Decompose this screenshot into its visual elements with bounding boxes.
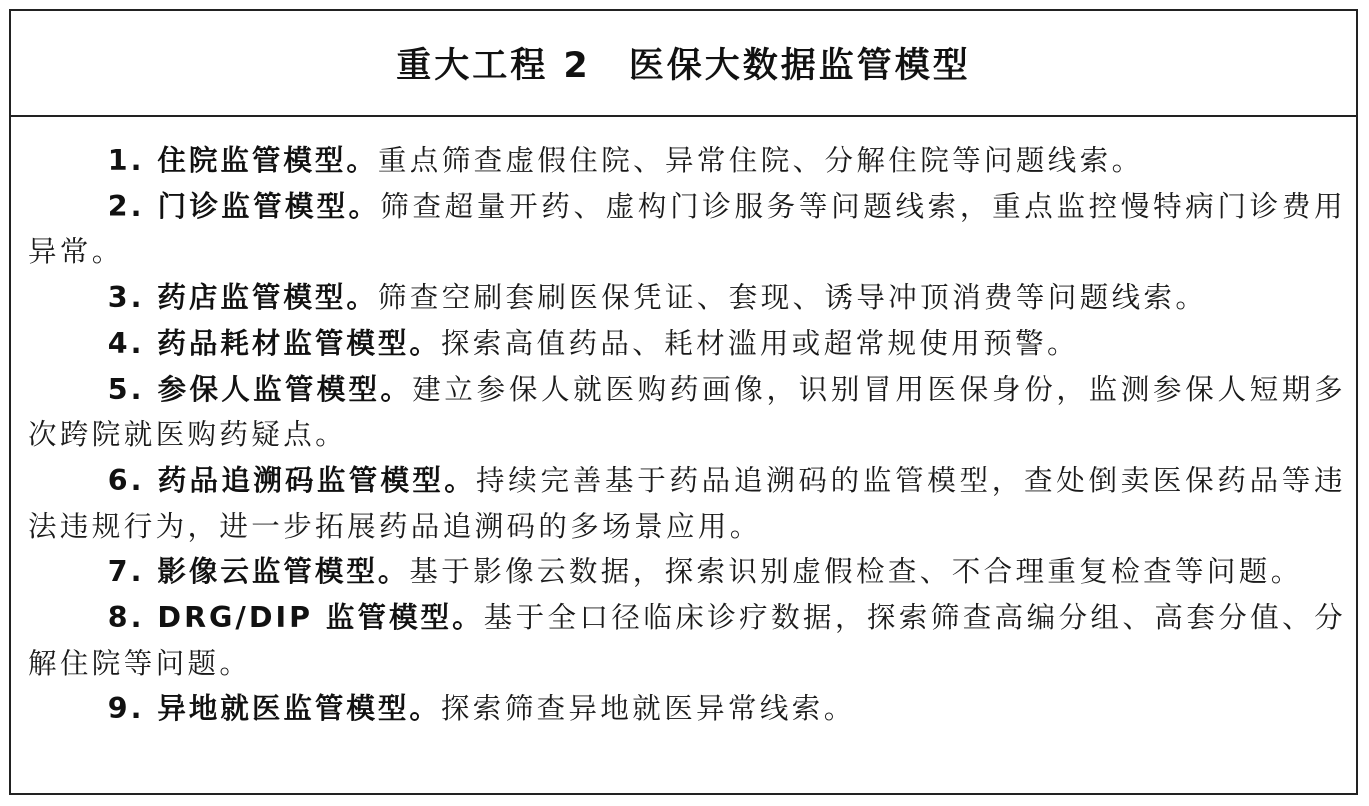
- list-item: [28, 275, 1346, 321]
- item-heading: 7. 影像云监管模型。: [107, 555, 410, 589]
- box-title: 重大工程 2 医保大数据监管模型: [396, 46, 971, 86]
- item-heading: 4. 药品耗材监管模型。: [107, 326, 441, 360]
- list-item: [28, 549, 1346, 595]
- list-item: [28, 138, 1346, 184]
- item-text: 基于全口径临床诊疗数据，探索筛查高编分组、高套分值、分解住院等问题。: [28, 601, 1346, 680]
- item-heading: 1. 住院监管模型。: [107, 144, 378, 177]
- list-item: [28, 321, 1346, 367]
- list-item: [28, 367, 1346, 458]
- item-text: 探索高值药品、耗材滥用或超常规使用预警。: [440, 326, 1079, 360]
- item-text: 筛查超量开药、虚构门诊服务等问题线索，重点监控慢特病门诊费用异常。: [28, 189, 1346, 269]
- item-heading: 9. 异地就医监管模型。: [107, 692, 441, 726]
- title-row: [11, 11, 1356, 117]
- item-text: 探索筛查异地就医异常线索。: [440, 692, 856, 726]
- project-box: [9, 9, 1358, 795]
- item-heading: 3. 药店监管模型。: [107, 281, 378, 315]
- list-item: [28, 686, 1346, 732]
- list-item: [28, 595, 1346, 686]
- item-text: 持续完善基于药品追溯码的监管模型，查处倒卖医保药品等违法违规行为，进一步拓展药品追溯码的多场景应用。: [28, 463, 1346, 543]
- list-item: [28, 184, 1346, 275]
- item-heading: 6. 药品追溯码监管模型。: [107, 463, 477, 497]
- item-text: 重点筛查虚假住院、异常住院、分解住院等问题线索。: [377, 144, 1144, 177]
- item-text: 基于影像云数据，探索识别虚假检查、不合理重复检查等问题。: [409, 555, 1303, 589]
- list-item: [28, 458, 1346, 549]
- item-text: 筛查空刷套刷医保凭证、套现、诱导冲顶消费等问题线索。: [377, 281, 1208, 315]
- model-list: [28, 138, 1346, 732]
- item-text: 建立参保人就医购药画像，识别冒用医保身份，监测参保人短期多次跨院就医购药疑点。: [28, 372, 1346, 452]
- item-heading: 5. 参保人监管模型。: [107, 372, 413, 406]
- item-heading: 8. DRG/DIP 监管模型。: [107, 601, 484, 635]
- item-heading: 2. 门诊监管模型。: [107, 189, 381, 223]
